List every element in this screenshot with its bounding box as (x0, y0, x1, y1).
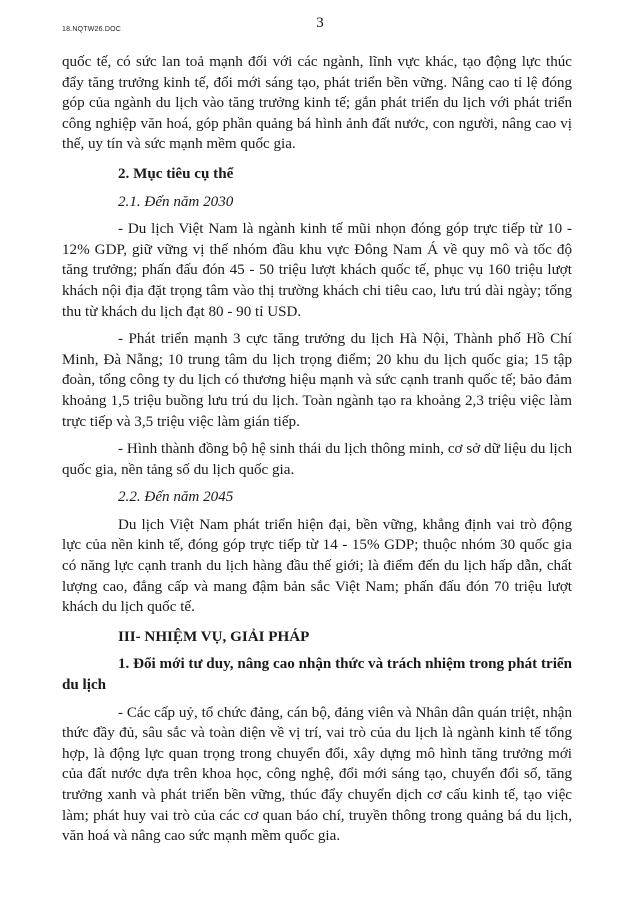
task1-heading: 1. Đổi mới tư duy, nâng cao nhận thức và trách nhiệm trong phát triển du lịch (62, 656, 572, 694)
document-body (62, 52, 572, 847)
intro-paragraph: quốc tế, có sức lan toả mạnh đối với các ngành, lĩnh vực khác, tạo động lực thúc đẩy tăng trưởng kinh tế, đổi mới sáng tạo, phát triển bền vững. Nâng cao tỉ lệ đóng góp của ngành du lịch vào tăng trưởng kinh tế; gắn phát triển du lịch với phát triển công nghiệp văn hoá, góp phần quảng bá hình ảnh đất nước, con người, nâng cao vị thế, uy tín và sức mạnh mềm quốc gia. (62, 54, 572, 153)
page-number: 3 (316, 15, 324, 31)
section-heading-tasks: III- NHIỆM VỤ, GIẢI PHÁP (118, 628, 310, 645)
section-heading-goals: 2. Mục tiêu cụ thể (118, 165, 234, 182)
paragraph-2030-gdp: - Du lịch Việt Nam là ngành kinh tế mũi nhọn đóng góp trực tiếp từ 10 - 12% GDP, giữ vững vị thế nhóm đầu khu vực Đông Nam Á về quy mô và tốc độ tăng trưởng; phấn đấu đón 45 - 50 triệu lượt khách quốc tế, phục vụ 160 triệu lượt khách nội địa đặt trọng tâm vào thị trường khách chi tiêu cao, lưu trú dài ngày; tổng thu từ khách du lịch đạt 80 - 90 tỉ USD. (62, 221, 572, 320)
subsection-heading-2030: 2.1. Đến năm 2030 (118, 193, 234, 210)
paragraph-2030-growth-poles: - Phát triển mạnh 3 cực tăng trưởng du lịch Hà Nội, Thành phố Hồ Chí Minh, Đà Nẵng; 10 trung tâm du lịch trọng điểm; 20 khu du lịch quốc gia; 15 tập đoàn, tổng công ty du lịch có thương hiệu mạnh và sức cạnh tranh quốc tế; bảo đảm khoảng 1,5 triệu buồng lưu trú du lịch. Toàn ngành tạo ra khoảng 2,3 triệu việc làm trực tiếp và 3,5 triệu việc làm gián tiếp. (62, 331, 572, 430)
paragraph-2045: Du lịch Việt Nam phát triển hiện đại, bền vững, khẳng định vai trò động lực của nền kinh tế, đóng góp trực tiếp từ 14 - 15% GDP; thuộc nhóm 30 quốc gia có năng lực cạnh tranh du lịch hàng đầu thế giới; là điểm đến du lịch hấp dẫn, chất lượng cao, đẳng cấp và mang đậm bản sắc Việt Nam; phấn đấu đón 70 triệu lượt khách du lịch quốc tế. (62, 516, 572, 616)
paragraph-2030-digital: - Hình thành đồng bộ hệ sinh thái du lịch thông minh, cơ sở dữ liệu du lịch quốc gia, nền tảng số du lịch quốc gia. (62, 441, 572, 478)
subsection-heading-2045: 2.2. Đến năm 2045 (118, 489, 234, 506)
paragraph-task1: - Các cấp uỷ, tổ chức đảng, cán bộ, đảng viên và Nhân dân quán triệt, nhận thức đầy đủ, sâu sắc và toàn diện về vị trí, vai trò của du lịch là ngành kinh tế tổng hợp, là động lực quan trọng trong chuyển đổi, xây dựng mô hình tăng trưởng mới của đất nước dựa trên khoa học, công nghệ, đổi mới sáng tạo, chuyển đổi số, tăng trưởng xanh và phát triển bền vững, thúc đẩy chuyển dịch cơ cấu kinh tế, tạo việc làm; phát huy vai trò của các cơ quan báo chí, truyền thông trong quảng bá du lịch, văn hoá và nâng cao sức mạnh mềm quốc gia. (62, 704, 572, 845)
document-code: 18.NQTW26.DOC (62, 26, 121, 33)
